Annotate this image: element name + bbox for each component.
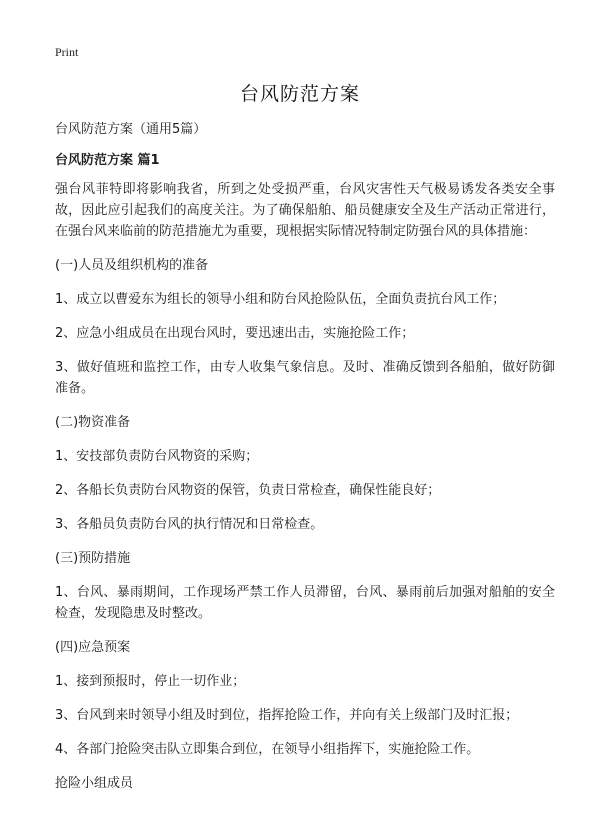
list-item: 1、安技部负责防台风物资的采购；: [55, 449, 259, 464]
section-heading: 台风防范方案 篇1: [55, 153, 160, 168]
page-title: 台风防范方案: [239, 83, 360, 105]
subsection-heading-emergency: (四)应急预案: [55, 640, 131, 655]
list-item: 3、做好值班和监控工作，由专人收集气象信息。及时、准确反馈到各船舶，做好防御准备。: [55, 360, 555, 396]
list-item: 1、接到预报时，停止一切作业；: [55, 674, 246, 689]
print-link[interactable]: Print: [55, 45, 79, 59]
document-subtitle: 台风防范方案（通用5篇）: [55, 122, 207, 137]
list-item: 4、各部门抢险突击队立即集合到位，在领导小组指挥下，实施抢险工作。: [55, 742, 480, 757]
list-item: 3、各船员负责防台风的执行情况和日常检查。: [55, 517, 324, 532]
list-item: 2、各船长负责防台风物资的保管，负责日常检查，确保性能良好；: [55, 483, 441, 498]
list-item: 2、应急小组成员在出现台风时，要迅速出击，实施抢险工作；: [55, 326, 415, 341]
subsection-heading-materials: (二)物资准备: [55, 415, 131, 430]
document-body: [55, 119, 555, 807]
list-item: 1、台风、暴雨期间，工作现场严禁工作人员滞留，台风、暴雨前后加强对船舶的安全检查，发现隐患及时整改。: [55, 585, 555, 621]
subsection-heading-prevention: (三)预防措施: [55, 551, 131, 566]
subsection-heading-personnel: (一)人员及组织机构的准备: [55, 258, 209, 273]
list-item: 1、成立以曹爱东为组长的领导小组和防台风抢险队伍，全面负责抗台风工作；: [55, 292, 506, 307]
list-item: 3、台风到来时领导小组及时到位，指挥抢险工作，并向有关上级部门及时汇报；: [55, 708, 519, 723]
intro-paragraph: 强台风菲特即将影响我省，所到之处受损严重，台风灾害性天气极易诱发各类安全事故，因此应引起我们的高度关注。为了确保船舶、船员健康安全及生产活动正常进行，在强台风来临前的防范措施尤为重要，现根据实际情况特制定防强台风的具体措施：: [55, 182, 555, 239]
rescue-team-heading: 抢险小组成员: [55, 776, 134, 791]
